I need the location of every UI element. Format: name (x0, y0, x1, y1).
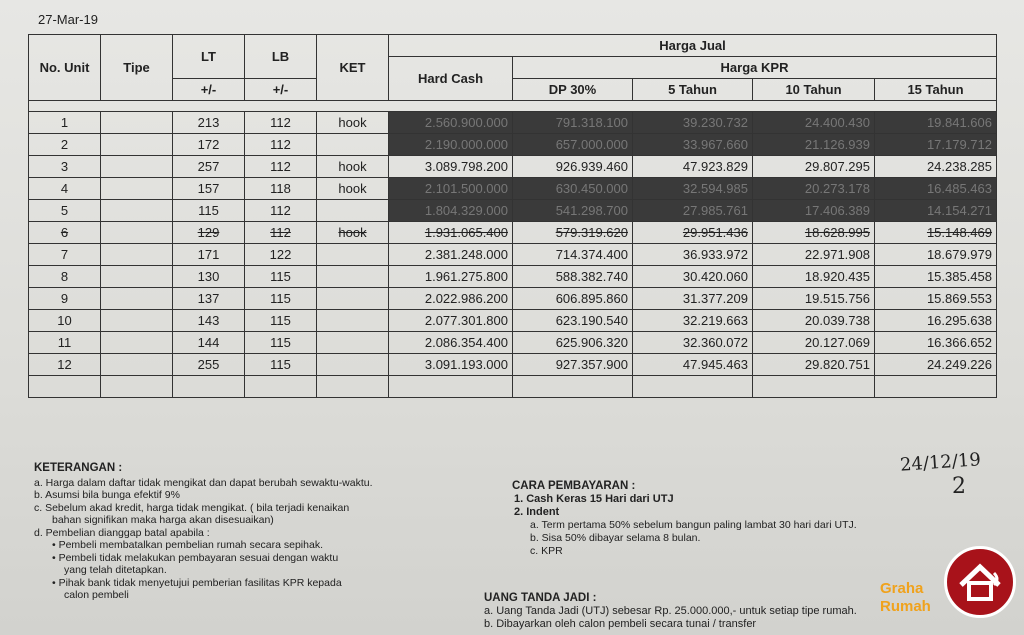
note-d2b: yang telah ditetapkan. (64, 564, 167, 576)
table-row (29, 156, 997, 178)
cell-dp: 541.298.700 (513, 200, 633, 222)
cell-tipe (101, 332, 173, 354)
cell-y15: 15.869.553 (875, 288, 997, 310)
cell-dp: 657.000.000 (513, 134, 633, 156)
cell-lb: 115 (245, 288, 317, 310)
cell-y5: 47.923.829 (633, 156, 753, 178)
header-10-tahun: 10 Tahun (753, 79, 875, 101)
cell-y5: 36.933.972 (633, 244, 753, 266)
cell-cash: 3.091.193.000 (389, 354, 513, 376)
utj-a: a. Uang Tanda Jadi (UTJ) sebesar Rp. 25.000.000,- untuk setiap tipe rumah. (484, 605, 857, 617)
header-hard-cash: Hard Cash (389, 57, 513, 101)
header-lt-pm: +/- (173, 79, 245, 101)
cell-no: 8 (29, 266, 101, 288)
utj-section (484, 592, 924, 631)
header-no-unit: No. Unit (29, 35, 101, 101)
payment-1: 1. Cash Keras 15 Hari dari UTJ (514, 493, 674, 505)
header-harga-kpr: Harga KPR (513, 57, 997, 79)
table-row (29, 134, 997, 156)
logo-house-icon (944, 546, 1016, 618)
cell-cash: 2.560.900.000 (389, 112, 513, 134)
cell-y10: 19.515.756 (753, 288, 875, 310)
cell-tipe (101, 266, 173, 288)
note-c1: c. Sebelum akad kredit, harga tidak mengikat. ( bila terjadi kenaikan (34, 501, 350, 514)
cell-y15: 16.366.652 (875, 332, 997, 354)
cell-dp: 623.190.540 (513, 310, 633, 332)
cell-y10: 17.406.389 (753, 200, 875, 222)
table-row (29, 178, 997, 200)
cell-y15: 16.485.463 (875, 178, 997, 200)
cell-tipe (101, 112, 173, 134)
cell-dp: 791.318.100 (513, 112, 633, 134)
cell-cash: 2.077.301.800 (389, 310, 513, 332)
header-ket: KET (317, 35, 389, 101)
cell-lt: 130 (173, 266, 245, 288)
cell-y15: 15.385.458 (875, 266, 997, 288)
table-row (29, 112, 997, 134)
header-5-tahun: 5 Tahun (633, 79, 753, 101)
cell-no: 7 (29, 244, 101, 266)
cell-dp: 588.382.740 (513, 266, 633, 288)
cell-dp: 625.906.320 (513, 332, 633, 354)
cell-y10: 24.400.430 (753, 112, 875, 134)
cell-tipe (101, 222, 173, 244)
cell-ket (317, 288, 389, 310)
cell-lt: 129 (173, 222, 245, 244)
table-row-empty (29, 376, 997, 398)
cell-ket (317, 134, 389, 156)
cell-cash: 3.089.798.200 (389, 156, 513, 178)
handwritten-mark: 2 (952, 474, 966, 499)
table-row (29, 244, 997, 266)
graha-rumah-logo (878, 544, 1018, 624)
table-row (29, 310, 997, 332)
cell-lb: 118 (245, 178, 317, 200)
cell-ket (317, 310, 389, 332)
cell-y10: 21.126.939 (753, 134, 875, 156)
note-c2: bahan signifikan maka harga akan disesuaikan) (52, 514, 274, 526)
cell-y15: 19.841.606 (875, 112, 997, 134)
notes-title: KETERANGAN : (34, 462, 123, 474)
cell-dp: 926.939.460 (513, 156, 633, 178)
note-d3a: • Pihak bank tidak menyetujui pemberian fasilitas KPR kepada (52, 576, 342, 589)
utj-title: UANG TANDA JADI : (484, 592, 597, 604)
table-row (29, 222, 997, 244)
cell-y5: 47.945.463 (633, 354, 753, 376)
cell-lt: 172 (173, 134, 245, 156)
cell-y5: 32.594.985 (633, 178, 753, 200)
logo-line1: Graha (880, 580, 924, 597)
cell-lb: 112 (245, 222, 317, 244)
cell-cash: 2.381.248.000 (389, 244, 513, 266)
cell-lt: 257 (173, 156, 245, 178)
header-15-tahun: 15 Tahun (875, 79, 997, 101)
note-d2a: • Pembeli tidak melakukan pembayaran sesuai dengan waktu (52, 551, 339, 564)
cell-lt: 137 (173, 288, 245, 310)
table-row (29, 354, 997, 376)
cell-y5: 27.985.761 (633, 200, 753, 222)
cell-no: 9 (29, 288, 101, 310)
cell-dp: 606.895.860 (513, 288, 633, 310)
header-dp: DP 30% (513, 79, 633, 101)
cell-no: 2 (29, 134, 101, 156)
cell-tipe (101, 156, 173, 178)
cell-ket: hook (317, 112, 389, 134)
table-row (29, 200, 997, 222)
cell-tipe (101, 200, 173, 222)
cell-y15: 16.295.638 (875, 310, 997, 332)
cell-y10: 20.127.069 (753, 332, 875, 354)
cell-no: 10 (29, 310, 101, 332)
cell-ket: hook (317, 222, 389, 244)
cell-lb: 112 (245, 112, 317, 134)
cell-no: 4 (29, 178, 101, 200)
cell-y10: 22.971.908 (753, 244, 875, 266)
header-lb-pm: +/- (245, 79, 317, 101)
cell-dp: 714.374.400 (513, 244, 633, 266)
cell-lt: 144 (173, 332, 245, 354)
cell-y5: 39.230.732 (633, 112, 753, 134)
cell-lb: 112 (245, 134, 317, 156)
payment-2b: b. Sisa 50% dibayar selama 8 bulan. (530, 532, 701, 544)
cell-lt: 171 (173, 244, 245, 266)
payment-title: CARA PEMBAYARAN : (512, 480, 636, 492)
cell-y15: 24.238.285 (875, 156, 997, 178)
cell-y15: 14.154.271 (875, 200, 997, 222)
cell-ket (317, 244, 389, 266)
header-tipe: Tipe (101, 35, 173, 101)
cell-no: 12 (29, 354, 101, 376)
cell-no: 1 (29, 112, 101, 134)
cell-y10: 29.820.751 (753, 354, 875, 376)
cell-y5: 31.377.209 (633, 288, 753, 310)
header-lb: LB (245, 35, 317, 79)
cell-ket: hook (317, 178, 389, 200)
handwritten-date: 24/12/19 (899, 449, 982, 476)
cell-lt: 115 (173, 200, 245, 222)
note-d3b: calon pembeli (64, 589, 129, 601)
cell-lt: 157 (173, 178, 245, 200)
cell-tipe (101, 310, 173, 332)
cell-lb: 115 (245, 354, 317, 376)
logo-line2: Rumah (880, 598, 931, 615)
cell-lb: 115 (245, 266, 317, 288)
cell-tipe (101, 354, 173, 376)
table-row (29, 288, 997, 310)
cell-no: 6 (29, 222, 101, 244)
payment-2: 2. Indent (514, 506, 560, 518)
cell-lb: 112 (245, 156, 317, 178)
header-harga-jual: Harga Jual (389, 35, 997, 57)
cell-tipe (101, 244, 173, 266)
cell-lb: 112 (245, 200, 317, 222)
note-a: a. Harga dalam daftar tidak mengikat dan dapat berubah sewaktu-waktu. (34, 476, 373, 489)
cell-cash: 1.931.065.400 (389, 222, 513, 244)
cell-cash: 1.961.275.800 (389, 266, 513, 288)
cell-dp: 579.319.620 (513, 222, 633, 244)
cell-y5: 33.967.660 (633, 134, 753, 156)
cell-tipe (101, 288, 173, 310)
payment-2a: a. Term pertama 50% sebelum bangun paling lambat 30 hari dari UTJ. (530, 519, 857, 531)
note-d: d. Pembelian dianggap batal apabila : (34, 526, 210, 539)
price-table (28, 34, 996, 398)
cell-y15: 24.249.226 (875, 354, 997, 376)
print-date: 27-Mar-19 (38, 12, 98, 27)
cell-y10: 20.039.738 (753, 310, 875, 332)
cell-ket (317, 332, 389, 354)
cell-ket (317, 266, 389, 288)
cell-y10: 20.273.178 (753, 178, 875, 200)
table-row (29, 332, 997, 354)
cell-tipe (101, 134, 173, 156)
cell-no: 11 (29, 332, 101, 354)
cell-y10: 18.920.435 (753, 266, 875, 288)
payment-section (512, 480, 932, 558)
cell-cash: 2.022.986.200 (389, 288, 513, 310)
cell-cash: 2.101.500.000 (389, 178, 513, 200)
cell-lb: 115 (245, 310, 317, 332)
cell-lt: 143 (173, 310, 245, 332)
note-d1: • Pembeli membatalkan pembelian rumah secara sepihak. (52, 539, 323, 551)
cell-dp: 927.357.900 (513, 354, 633, 376)
cell-ket: hook (317, 156, 389, 178)
table-row (29, 266, 997, 288)
cell-lb: 115 (245, 332, 317, 354)
utj-b: b. Dibayarkan oleh calon pembeli secara tunai / transfer (484, 618, 757, 630)
cell-cash: 1.804.329.000 (389, 200, 513, 222)
cell-y5: 30.420.060 (633, 266, 753, 288)
payment-2c: c. KPR (530, 545, 563, 557)
header-lt: LT (173, 35, 245, 79)
cell-y10: 29.807.295 (753, 156, 875, 178)
cell-lt: 213 (173, 112, 245, 134)
note-b: b. Asumsi bila bunga efektif 9% (34, 489, 180, 501)
cell-no: 3 (29, 156, 101, 178)
cell-y15: 18.679.979 (875, 244, 997, 266)
notes-section (34, 462, 414, 602)
cell-y5: 32.360.072 (633, 332, 753, 354)
cell-ket (317, 200, 389, 222)
cell-y15: 17.179.712 (875, 134, 997, 156)
cell-y10: 18.628.995 (753, 222, 875, 244)
cell-ket (317, 354, 389, 376)
cell-lb: 122 (245, 244, 317, 266)
cell-y5: 32.219.663 (633, 310, 753, 332)
cell-cash: 2.086.354.400 (389, 332, 513, 354)
cell-y15: 15.148.469 (875, 222, 997, 244)
cell-no: 5 (29, 200, 101, 222)
cell-dp: 630.450.000 (513, 178, 633, 200)
cell-tipe (101, 178, 173, 200)
cell-lt: 255 (173, 354, 245, 376)
cell-y5: 29.951.436 (633, 222, 753, 244)
cell-cash: 2.190.000.000 (389, 134, 513, 156)
